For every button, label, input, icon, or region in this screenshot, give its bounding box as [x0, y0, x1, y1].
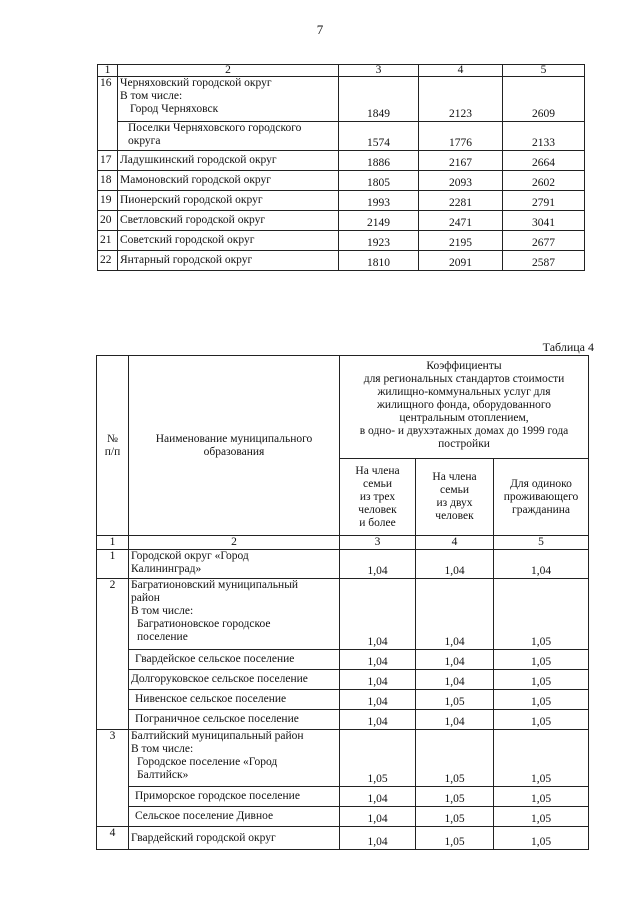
row-name-line: район [131, 592, 160, 604]
header-number [97, 356, 129, 536]
row-name-line: Городской округ «Город [131, 550, 249, 562]
table-row [98, 251, 585, 271]
value-cell: 1,04 [416, 670, 494, 690]
header-line: На члена [355, 464, 400, 477]
row-name-line: В том числе: [131, 605, 194, 617]
value-cell: 1,05 [494, 650, 589, 670]
table-row [97, 710, 589, 730]
table-row [98, 151, 585, 171]
value-cell: 2123 [419, 77, 503, 122]
col-number: 4 [419, 65, 503, 77]
value-cell: 1886 [339, 151, 419, 171]
sub-row-name-line: округа [128, 135, 161, 147]
value-cell: 1923 [339, 231, 419, 251]
value-cell: 1574 [339, 122, 419, 151]
sub-row-name: Нивенское сельское поселение [129, 690, 340, 710]
header-line: из трех [359, 490, 396, 503]
table-row [97, 579, 589, 650]
header-coefficients [340, 356, 589, 459]
row-number: 1 [97, 550, 129, 579]
value-cell: 1,05 [494, 579, 589, 650]
table-header-row [97, 356, 589, 459]
header-line: жилищного фонда, оборудованного [376, 399, 552, 411]
value-cell: 2602 [503, 171, 585, 191]
table-row [98, 231, 585, 251]
value-cell: 1,04 [340, 579, 416, 650]
header-col-5 [494, 459, 589, 536]
row-number: 18 [98, 171, 118, 191]
sub-row-name: Долгоруковское сельское поселение [129, 670, 340, 690]
row-name: Мамоновский городской округ [118, 171, 339, 191]
header-name [129, 356, 340, 536]
header-line: человек [358, 503, 397, 516]
value-cell: 2609 [503, 77, 585, 122]
value-cell: 1,04 [416, 579, 494, 650]
value-cell: 2791 [503, 191, 585, 211]
value-cell: 1,05 [494, 710, 589, 730]
table-row [97, 650, 589, 670]
value-cell: 1,04 [340, 710, 416, 730]
value-cell: 1776 [419, 122, 503, 151]
row-number: 3 [97, 730, 129, 827]
table-row [97, 690, 589, 710]
header-line: для региональных стандартов стоимости [363, 373, 565, 385]
value-cell: 1,05 [494, 787, 589, 807]
row-number: 2 [97, 579, 129, 730]
header-col-4 [416, 459, 494, 536]
value-cell: 1,04 [340, 807, 416, 827]
value-cell: 2133 [503, 122, 585, 151]
row-name [129, 730, 340, 787]
value-cell: 1,04 [416, 710, 494, 730]
table-continued [97, 64, 585, 271]
row-name-line: Черняховский городской округ [120, 77, 272, 89]
value-cell: 1,04 [416, 550, 494, 579]
col-number: 3 [340, 536, 416, 550]
header-line: № [107, 432, 118, 445]
value-cell: 1,05 [416, 787, 494, 807]
sub-row-name-line: поселение [137, 631, 188, 643]
header-line: постройки [438, 438, 490, 450]
row-name: Пионерский городской округ [118, 191, 339, 211]
sub-row-name [118, 122, 339, 151]
row-name: Советский городской округ [118, 231, 339, 251]
table-row [98, 77, 585, 122]
value-cell: 1,04 [340, 550, 416, 579]
header-line: На члена [432, 471, 477, 483]
col-number: 2 [129, 536, 340, 550]
col-number: 3 [339, 65, 419, 77]
value-cell: 1,04 [340, 670, 416, 690]
header-line: из двух [436, 497, 473, 509]
value-cell: 2587 [503, 251, 585, 271]
table-row-column-numbers [97, 536, 589, 550]
table-row [98, 122, 585, 151]
value-cell: 3041 [503, 211, 585, 231]
row-name-line: В том числе: [120, 90, 183, 102]
row-name [129, 550, 340, 579]
sub-row-name: Гвардейское сельское поселение [129, 650, 340, 670]
value-cell: 2664 [503, 151, 585, 171]
value-cell: 1810 [339, 251, 419, 271]
header-col-3 [340, 459, 416, 536]
table-4 [96, 355, 589, 850]
table-row [98, 211, 585, 231]
value-cell: 1,04 [416, 650, 494, 670]
col-number: 1 [97, 536, 129, 550]
sub-row-name: Город Черняховск [130, 103, 219, 115]
value-cell: 1,04 [494, 550, 589, 579]
value-cell: 2195 [419, 231, 503, 251]
value-cell: 1993 [339, 191, 419, 211]
value-cell: 2167 [419, 151, 503, 171]
table-row [97, 787, 589, 807]
sub-row-name: Сельское поселение Дивное [129, 807, 340, 827]
table-row [97, 550, 589, 579]
value-cell: 1,05 [494, 807, 589, 827]
value-cell: 1,05 [416, 730, 494, 787]
row-name-line: Багратионовский муниципальный [131, 579, 299, 591]
table-row [97, 730, 589, 787]
col-number: 1 [98, 65, 118, 77]
value-cell: 2471 [419, 211, 503, 231]
sub-row-name-line: Городское поселение «Город [137, 756, 278, 768]
sub-row-name-line: Поселки Черняховского городского [128, 122, 302, 134]
row-name: Гвардейский городской округ [129, 827, 340, 850]
col-number: 2 [118, 65, 339, 77]
sub-row-name-line: Багратионовское городское [137, 618, 271, 630]
value-cell: 1,05 [416, 690, 494, 710]
value-cell: 2281 [419, 191, 503, 211]
header-line: и более [359, 516, 396, 529]
header-line: человек [435, 510, 474, 522]
value-cell: 1,05 [494, 827, 589, 850]
value-cell: 2093 [419, 171, 503, 191]
header-line: семьи [439, 484, 470, 496]
value-cell: 2091 [419, 251, 503, 271]
header-line: гражданина [511, 503, 571, 516]
value-cell: 2149 [339, 211, 419, 231]
col-number: 4 [416, 536, 494, 550]
row-number: 22 [98, 251, 118, 271]
table-row [97, 827, 589, 850]
sub-row-name: Приморское городское поселение [129, 787, 340, 807]
row-name [129, 579, 340, 650]
table-row [98, 171, 585, 191]
value-cell: 2677 [503, 231, 585, 251]
row-name: Светловский городской округ [118, 211, 339, 231]
header-line: жилищно-коммунальных услуг для [377, 386, 551, 398]
row-name-line: В том числе: [131, 743, 194, 755]
value-cell: 1805 [339, 171, 419, 191]
value-cell: 1849 [339, 77, 419, 122]
value-cell: 1,05 [340, 730, 416, 787]
value-cell: 1,05 [494, 690, 589, 710]
table-row [97, 807, 589, 827]
value-cell: 1,04 [340, 787, 416, 807]
header-line: Коэффициенты [426, 360, 502, 372]
header-line: п/п [104, 445, 121, 458]
value-cell: 1,05 [494, 730, 589, 787]
row-name-line: Балтийский муниципальный район [131, 730, 304, 742]
header-line: проживающего [503, 490, 579, 503]
header-line: образования [203, 445, 265, 458]
row-name [118, 77, 339, 122]
row-number: 19 [98, 191, 118, 211]
header-line: центральным отоплением, [399, 412, 529, 424]
row-number: 17 [98, 151, 118, 171]
table-row [97, 670, 589, 690]
sub-row-name-line: Балтийск» [137, 769, 189, 781]
page-number: 7 [316, 22, 324, 37]
value-cell: 1,04 [340, 827, 416, 850]
sub-row-name: Пограничное сельское поселение [129, 710, 340, 730]
value-cell: 1,05 [494, 670, 589, 690]
col-number: 5 [494, 536, 589, 550]
header-line: в одно- и двухэтажных домах до 1999 года [359, 425, 569, 437]
row-name: Янтарный городской округ [118, 251, 339, 271]
row-name-line: Калининград» [131, 563, 202, 575]
row-number: 20 [98, 211, 118, 231]
row-number: 16 [98, 77, 118, 151]
value-cell: 1,04 [340, 650, 416, 670]
table-row-column-numbers [98, 65, 585, 77]
value-cell: 1,04 [340, 690, 416, 710]
header-line: Наименование муниципального [155, 432, 313, 445]
row-number: 21 [98, 231, 118, 251]
row-name: Ладушкинский городской округ [118, 151, 339, 171]
header-line: Для одиноко [510, 477, 572, 490]
table-caption: Таблица 4 [542, 340, 594, 354]
col-number: 5 [503, 65, 585, 77]
value-cell: 1,05 [416, 807, 494, 827]
value-cell: 1,05 [416, 827, 494, 850]
row-number: 4 [97, 827, 129, 850]
header-line: семьи [362, 477, 393, 490]
table-row [98, 191, 585, 211]
